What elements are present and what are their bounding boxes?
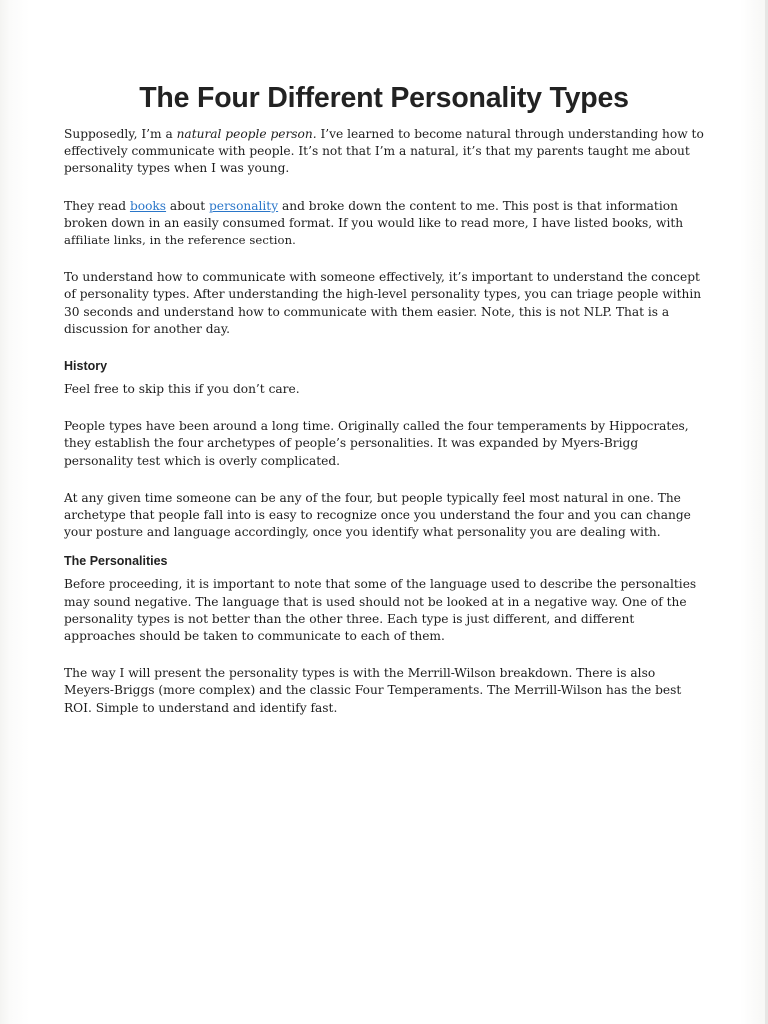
page-title: The Four Different Personality Types [139, 82, 629, 114]
intro-p1-text-start: Supposedly, I’m a [64, 127, 177, 141]
books-link[interactable]: books [129, 198, 167, 213]
history-paragraph-2: People types have been around a long time. Originally called the four temperaments by Hippocrates, they establish the four archetypes of people’s personalities. It was expanded by Myers-Brigg personality test which is overly complicated. [64, 419, 689, 468]
personalities-heading: The Personalities [64, 554, 168, 569]
intro-p1-text-end: I’ve learned to become natural through understanding how to effectively communicate with people. It’s not that I’m a natural, it’s that my parents taught me about personality types when I was young. [64, 127, 704, 176]
intro-p2-text-start: They read [64, 198, 130, 213]
intro-p2-text-end: and broke down the content to me. This post is that information broken down in an easily consumed format. If you would like to read more, I have listed books, with [64, 198, 684, 230]
intro-paragraph-2 [64, 198, 704, 250]
history-paragraph-1: Feel free to skip this if you don’t care. [64, 382, 300, 397]
article [64, 80, 704, 717]
intro-p2-text-mid: about [166, 198, 209, 213]
personalities-paragraph-1: Before proceeding, it is important to note that some of the language used to describe the personalties may sound negative. The language that is used should not be looked at in a negative way. One of the personality types is not better than the other three. Each type is just different, and different approaches should be taken to communicate to each of them. [64, 577, 697, 644]
history-heading: History [64, 359, 108, 374]
history-paragraph-3: At any given time someone can be any of the four, but people typically feel most natural in one. The archetype that people fall into is easy to recognize once you understand the four and you can change your posture and language accordingly, once you identify what personality you are dealing with. [64, 490, 691, 540]
intro-paragraph-1 [64, 126, 704, 178]
personalities-paragraph-2: The way I will present the personality types is with the Merrill-Wilson breakdown. There is also Meyers-Briggs (more complex) and the classic Four Temperaments. The Merrill-Wilson has the best ROI. Simple to understand and identify fast. [64, 666, 682, 715]
affiliate-note: affiliate links, in the reference section. [64, 233, 296, 248]
personality-link[interactable]: personality [208, 198, 279, 213]
intro-paragraph-3: To understand how to communicate with someone effectively, it’s important to understand the concept of personality types. After understanding the high-level personality types, you can triage people within 30 seconds and understand how to communicate with them easier. Note, this is not NLP. That is a discussion for another day. [64, 270, 702, 336]
intro-p1-emphasis: natural people person. [176, 127, 317, 141]
